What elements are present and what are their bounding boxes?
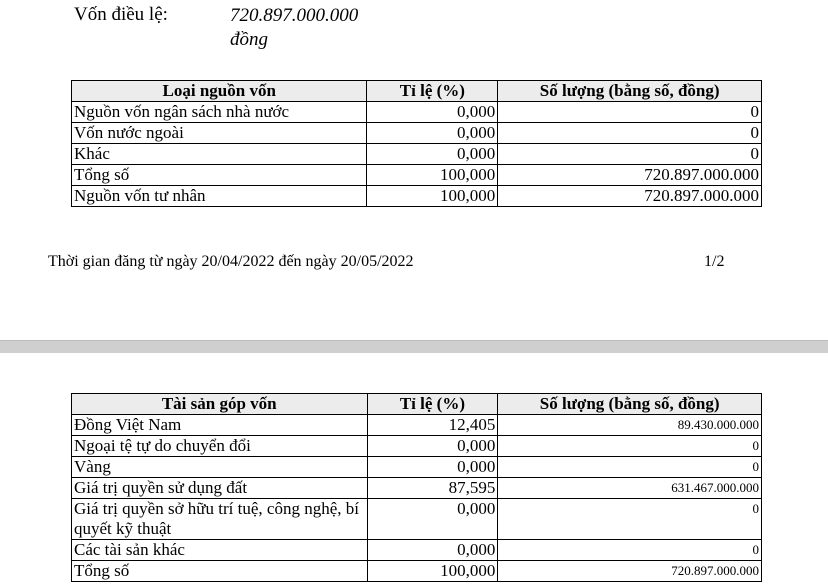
table-row: [72, 165, 762, 186]
charter-capital-unit: đồng: [230, 29, 268, 50]
table-row: [72, 457, 762, 478]
row-amount: 0: [498, 457, 762, 478]
row-amount: 720.897.000.000: [498, 186, 762, 207]
charter-capital-value: [230, 4, 358, 52]
table-row: [72, 415, 762, 436]
column-header-ratio: Tỉ lệ (%): [367, 81, 498, 102]
charter-capital-label: Vốn điều lệ:: [74, 4, 168, 25]
row-label: Nguồn vốn tư nhân: [72, 186, 367, 207]
table-row: [72, 102, 762, 123]
row-ratio: 0,000: [367, 540, 498, 561]
page-separator: [0, 340, 828, 353]
row-amount: 89.430.000.000: [498, 415, 762, 436]
row-ratio: 100,000: [367, 561, 498, 582]
row-amount: 0: [498, 102, 762, 123]
column-header-asset-type: Tài sản góp vốn: [72, 394, 368, 415]
row-ratio: 0,000: [367, 144, 498, 165]
row-label: Ngoại tệ tự do chuyển đổi: [72, 436, 368, 457]
row-amount: 720.897.000.000: [498, 561, 762, 582]
column-header-amount: Số lượng (bằng số, đồng): [498, 81, 762, 102]
table-row: [72, 540, 762, 561]
capital-asset-table: [71, 393, 762, 582]
column-header-source-type: Loại nguồn vốn: [72, 81, 367, 102]
row-amount: 0: [498, 499, 762, 540]
row-ratio: 0,000: [367, 499, 498, 540]
row-ratio: 100,000: [367, 165, 498, 186]
row-label: Các tài sản khác: [72, 540, 368, 561]
row-ratio: 87,595: [367, 478, 498, 499]
row-amount: 0: [498, 123, 762, 144]
page-number: 1/2: [704, 253, 725, 270]
row-label: Tổng số: [72, 165, 367, 186]
table-header-row: [72, 81, 762, 102]
table-row: [72, 436, 762, 457]
row-label: Khác: [72, 144, 367, 165]
table-row: [72, 499, 762, 540]
table-row: [72, 561, 762, 582]
row-label: Giá trị quyền sở hữu trí tuệ, công nghệ, bí quyết kỹ thuật: [72, 499, 368, 540]
row-ratio: 100,000: [367, 186, 498, 207]
table-row: [72, 144, 762, 165]
table-row: [72, 186, 762, 207]
row-label: Đồng Việt Nam: [72, 415, 368, 436]
row-amount: 720.897.000.000: [498, 165, 762, 186]
table-row: [72, 123, 762, 144]
row-amount: 0: [498, 540, 762, 561]
row-amount: 0: [498, 144, 762, 165]
table-header-row: [72, 394, 762, 415]
row-ratio: 0,000: [367, 457, 498, 478]
posting-period-text: Thời gian đăng từ ngày 20/04/2022 đến ngày 20/05/2022: [48, 253, 414, 270]
row-amount: 631.467.000.000: [498, 478, 762, 499]
column-header-ratio: Tỉ lệ (%): [367, 394, 498, 415]
row-ratio: 12,405: [367, 415, 498, 436]
row-label: Tổng số: [72, 561, 368, 582]
row-label: Vốn nước ngoài: [72, 123, 367, 144]
table-row: [72, 478, 762, 499]
capital-source-table: [71, 80, 762, 207]
charter-capital-amount: 720.897.000.000: [230, 5, 359, 26]
row-label: Giá trị quyền sử dụng đất: [72, 478, 368, 499]
row-ratio: 0,000: [367, 123, 498, 144]
row-ratio: 0,000: [367, 102, 498, 123]
row-label: Vàng: [72, 457, 368, 478]
row-amount: 0: [498, 436, 762, 457]
row-label: Nguồn vốn ngân sách nhà nước: [72, 102, 367, 123]
column-header-amount: Số lượng (bằng số, đồng): [498, 394, 762, 415]
row-ratio: 0,000: [367, 436, 498, 457]
